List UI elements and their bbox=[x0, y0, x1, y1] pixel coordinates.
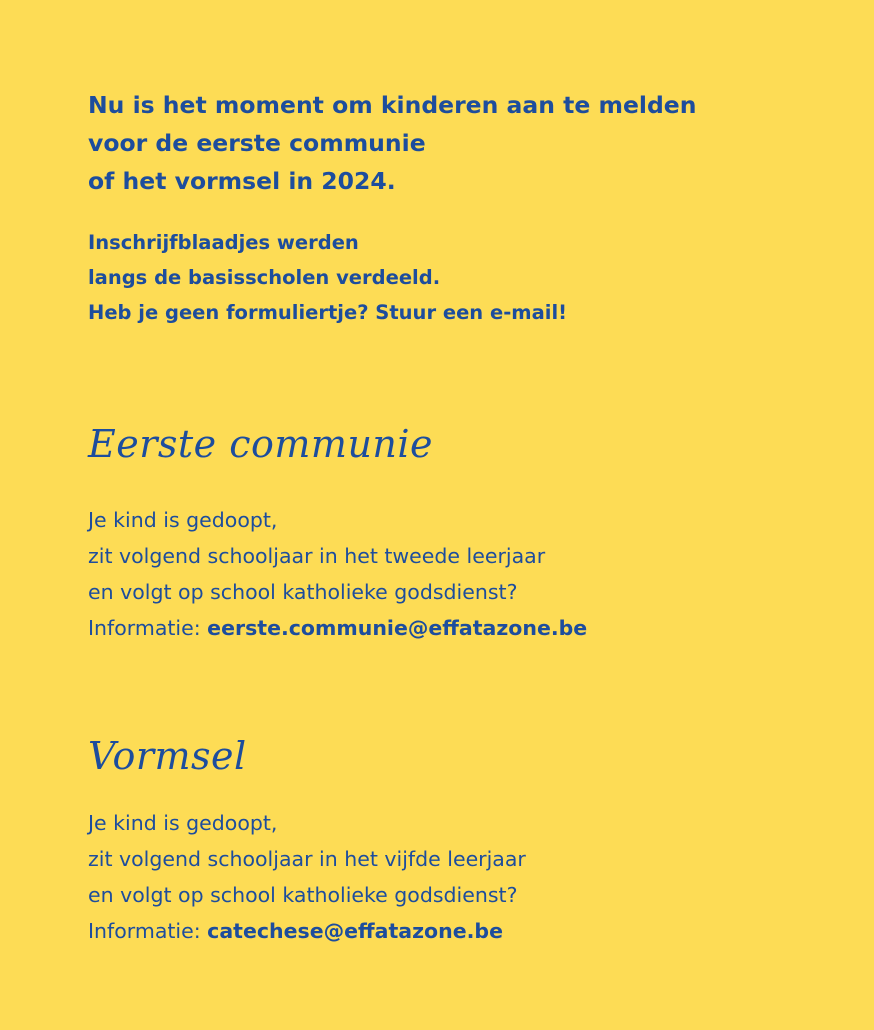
email-link-vormsel[interactable]: catechese@effatazone.be bbox=[207, 919, 503, 943]
section-heading-text: Vormsel bbox=[88, 734, 247, 778]
section-heading-vormsel bbox=[88, 732, 247, 780]
intro-text bbox=[88, 225, 808, 330]
body-line: Je kind is gedoopt, bbox=[88, 811, 278, 835]
section-heading-text: Eerste communie bbox=[88, 422, 434, 466]
email-link-eerste-communie[interactable]: eerste.communie@effatazone.be bbox=[207, 616, 588, 640]
intro-line: Heb je geen formuliertje? Stuur een e-mail! bbox=[88, 301, 568, 324]
headline-line: Nu is het moment om kinderen aan te melden bbox=[88, 91, 697, 119]
info-label: Informatie: bbox=[88, 919, 208, 943]
section-heading-eerste-communie bbox=[88, 420, 433, 468]
intro-line: langs de basisscholen verdeeld. bbox=[88, 266, 441, 289]
headline-line: of het vormsel in 2024. bbox=[88, 167, 396, 195]
body-line: zit volgend schooljaar in het vijfde leerjaar bbox=[88, 847, 526, 871]
info-label: Informatie: bbox=[88, 616, 208, 640]
section-body-eerste-communie bbox=[88, 502, 828, 646]
info-line bbox=[88, 610, 828, 646]
headline-line: voor de eerste communie bbox=[88, 129, 426, 157]
section-body-vormsel bbox=[88, 805, 828, 949]
body-line: en volgt op school katholieke godsdienst? bbox=[88, 580, 518, 604]
body-line: en volgt op school katholieke godsdienst? bbox=[88, 883, 518, 907]
intro-line: Inschrijfblaadjes werden bbox=[88, 231, 359, 254]
body-line: Je kind is gedoopt, bbox=[88, 508, 278, 532]
headline bbox=[88, 86, 808, 200]
body-line: zit volgend schooljaar in het tweede leerjaar bbox=[88, 544, 546, 568]
info-line bbox=[88, 913, 828, 949]
